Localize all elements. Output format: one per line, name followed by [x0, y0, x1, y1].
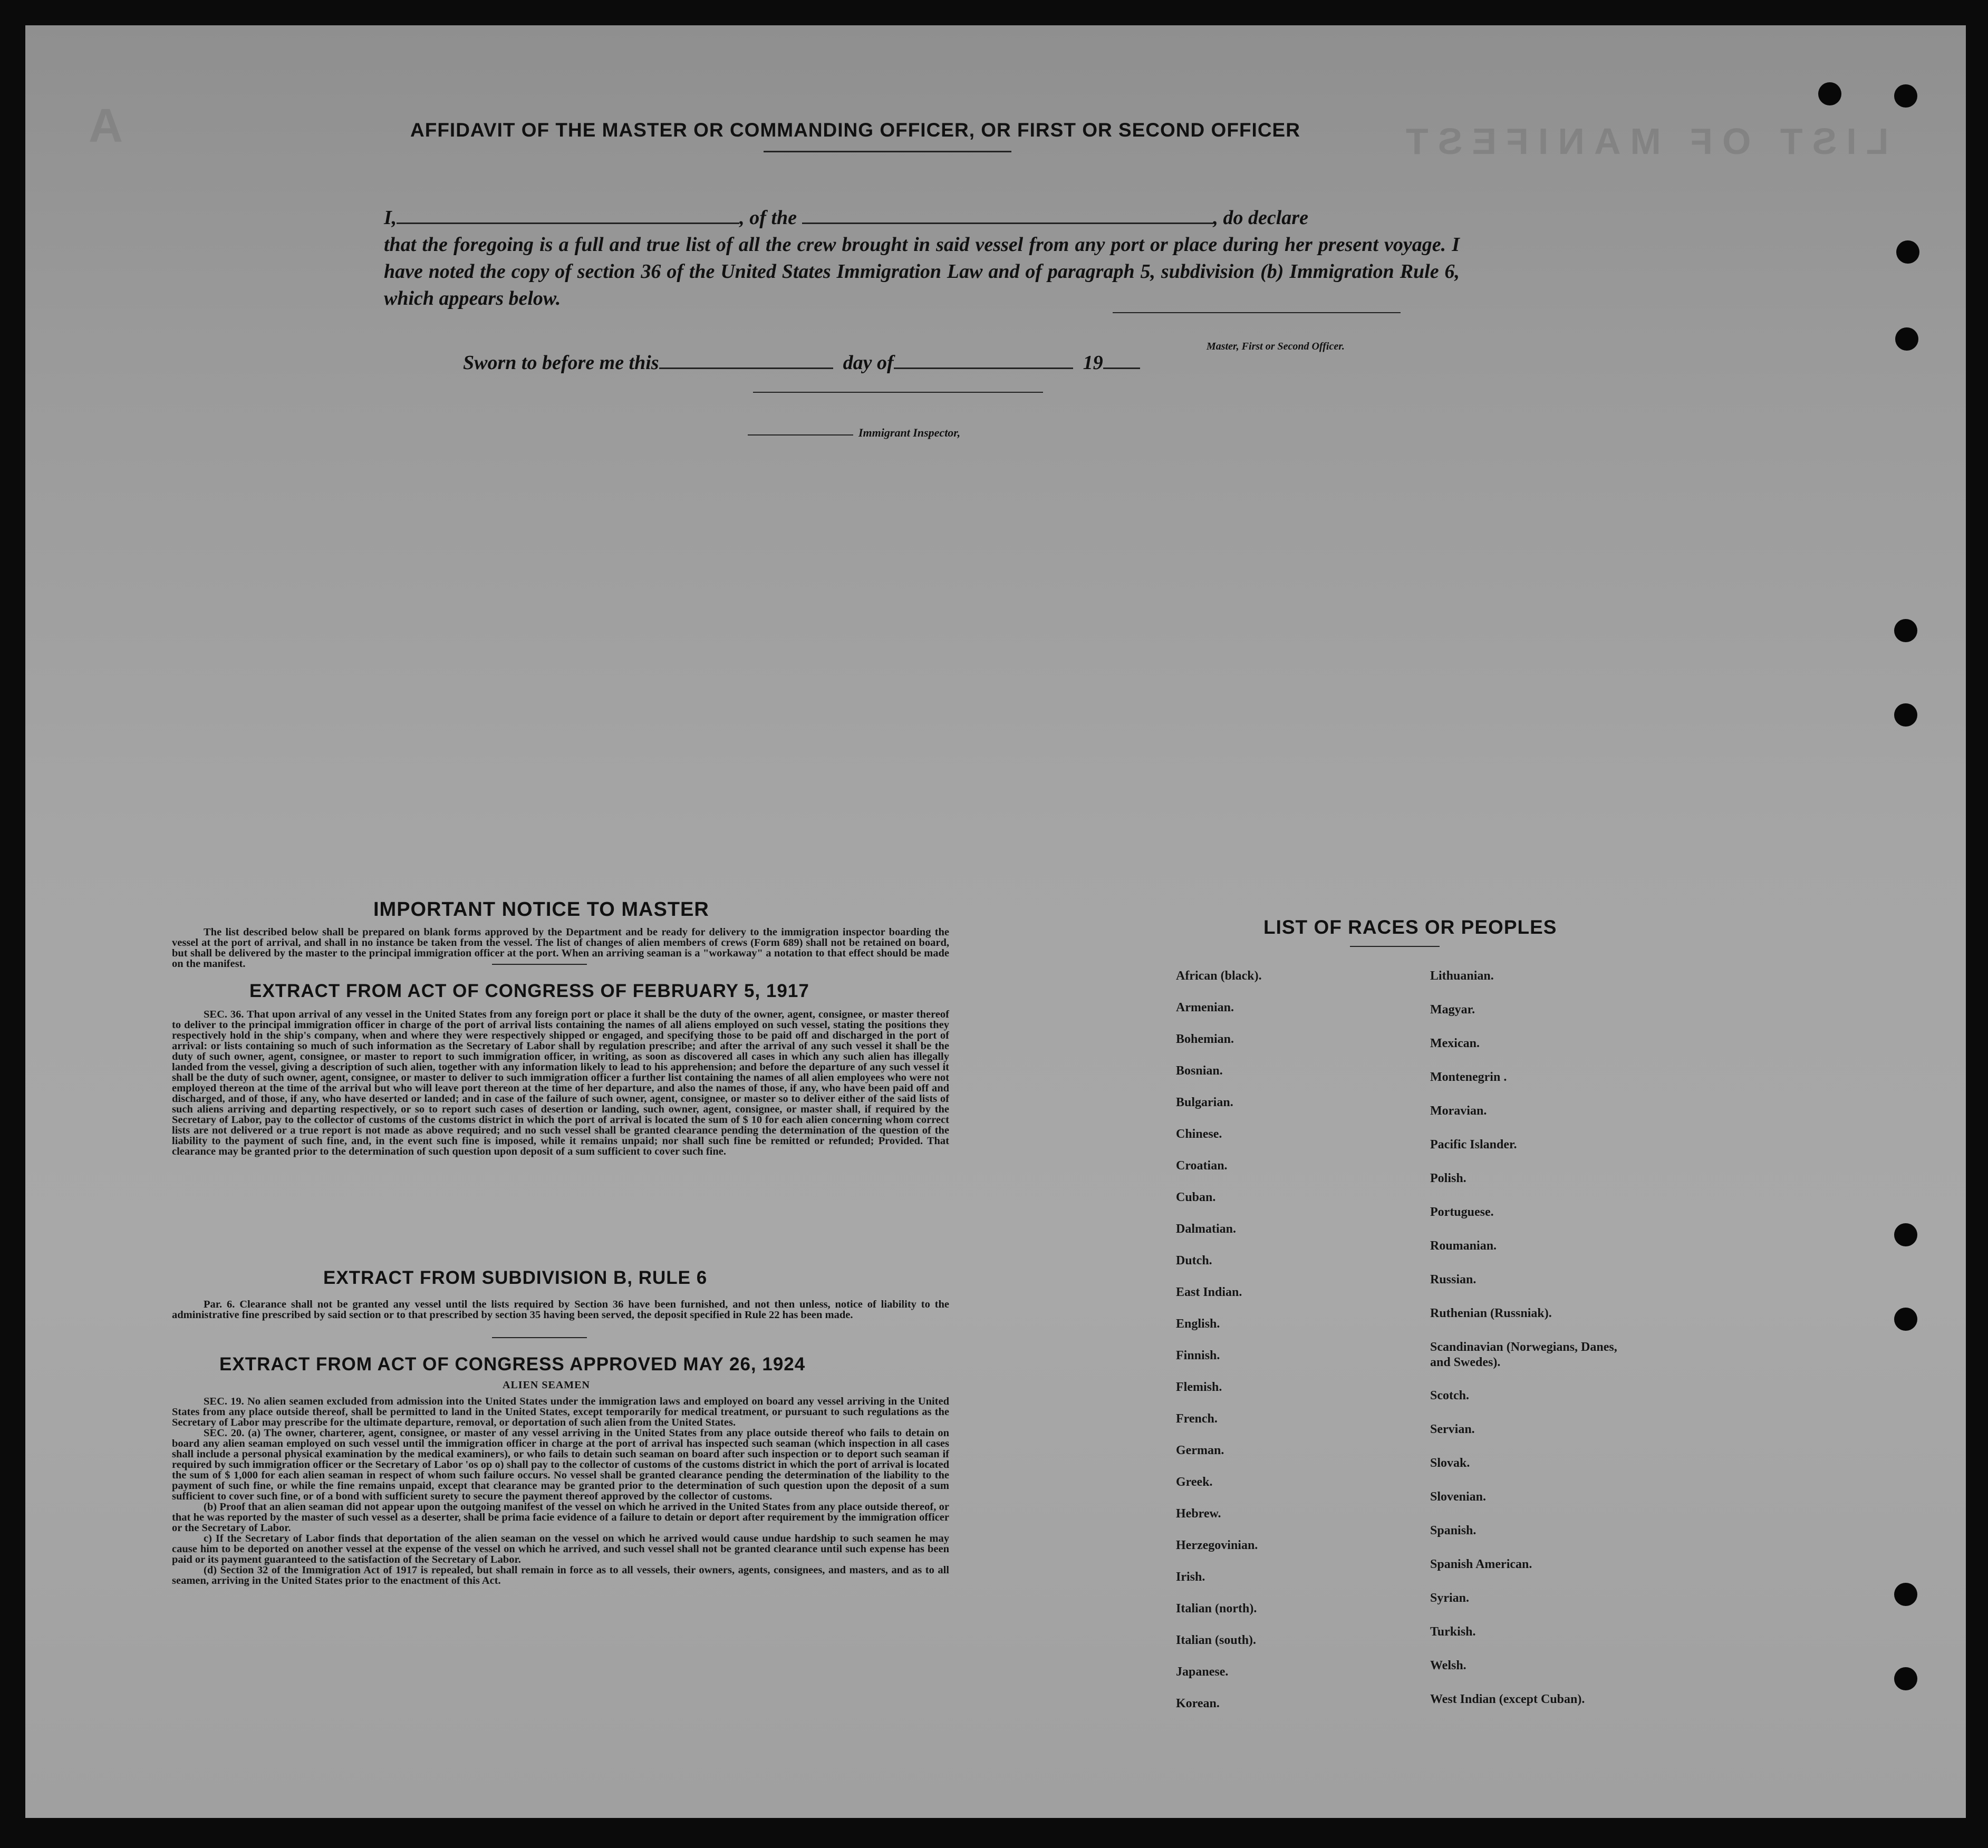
race-item: Magyar. [1430, 1003, 1475, 1017]
race-item: Russian. [1430, 1273, 1476, 1286]
declaration-i: I, [384, 207, 397, 229]
declaration-of-the: , of the [739, 207, 797, 229]
notice-title: IMPORTANT NOTICE TO MASTER [373, 898, 709, 921]
inspector-caption: Immigrant Inspector, [858, 426, 961, 439]
race-item: Servian. [1430, 1423, 1475, 1436]
sworn-year: 19 [1083, 352, 1103, 374]
extract-rule6-title: EXTRACT FROM SUBDIVISION B, RULE 6 [323, 1268, 708, 1288]
race-item: East Indian. [1176, 1285, 1242, 1299]
sworn-line [463, 351, 1140, 374]
race-item: Herzegovinian. [1176, 1539, 1258, 1552]
race-item: English. [1176, 1317, 1220, 1331]
inspector-signature-line[interactable] [753, 392, 1043, 393]
sworn-year-blank[interactable] [1103, 352, 1140, 369]
declaration-body: that the foregoing is a full and true list of all the crew brought in said vessel from any port or place during her present voyage. I have noted the copy of section 36 of the United States Immigration Law and of paragraph 5, subdivision (b) Immigration Rule 6, which appears below. [384, 234, 1460, 309]
declaration-do-declare: , do declare [1213, 207, 1308, 229]
sworn-month-blank[interactable] [894, 352, 1073, 369]
sworn-text: Sworn to before me this [463, 352, 659, 374]
binder-hole [1894, 1308, 1917, 1331]
extract-rule6-paragraph: Par. 6. Clearance shall not be granted any vessel until the lists required by Section 36 have been furnished, and not then unless, notice of liability to the administrative fine prescribed by said section or to that prescribed by section 35 having been served, the deposit specified in Rule 22 has been made. [172, 1299, 949, 1321]
extract-1924-title: EXTRACT FROM ACT OF CONGRESS APPROVED MAY 26, 1924 [219, 1354, 806, 1375]
signature-line[interactable] [1113, 312, 1401, 313]
race-item: Italian (north). [1176, 1602, 1257, 1615]
race-item: Mexican. [1430, 1037, 1480, 1050]
extract-1917-title: EXTRACT FROM ACT OF CONGRESS OF FEBRUARY 5, 1917 [249, 981, 809, 1001]
race-item: Spanish American. [1430, 1557, 1532, 1571]
binder-hole [1818, 82, 1841, 105]
race-item: Welsh. [1430, 1659, 1466, 1672]
title-underline [764, 151, 1011, 152]
race-item: Cuban. [1176, 1191, 1216, 1204]
race-item: Finnish. [1176, 1349, 1220, 1362]
extract-rule6-text [172, 1299, 949, 1320]
race-item: Slovenian. [1430, 1490, 1487, 1504]
binder-hole [1894, 1583, 1917, 1606]
name-blank[interactable] [397, 207, 739, 224]
race-item: Lithuanian. [1430, 969, 1494, 983]
binder-hole [1894, 619, 1917, 642]
race-item: Irish. [1176, 1570, 1205, 1584]
race-item: Chinese. [1176, 1127, 1222, 1141]
divider [492, 1337, 587, 1338]
race-item: French. [1176, 1412, 1218, 1426]
race-item: Dutch. [1176, 1254, 1212, 1268]
race-item: Greek. [1176, 1475, 1213, 1489]
race-item: African (black). [1176, 969, 1262, 983]
race-item: Spanish. [1430, 1524, 1476, 1537]
race-item: West Indian (except Cuban). [1430, 1692, 1585, 1706]
race-item: Korean. [1176, 1697, 1220, 1710]
binder-hole [1894, 84, 1917, 108]
sworn-day-of: day of [843, 352, 894, 374]
race-item: Pacific Islander. [1430, 1138, 1517, 1152]
race-item: Roumanian. [1430, 1239, 1497, 1253]
race-item: German. [1176, 1444, 1224, 1457]
extract-1917-text [172, 1009, 949, 1157]
races-title: LIST OF RACES OR PEOPLES [1263, 916, 1557, 938]
affidavit-title: AFFIDAVIT OF THE MASTER OR COMMANDING OFFICER, OR FIRST OR SECOND OFFICER [410, 119, 1300, 141]
extract-1924-paragraph: c) If the Secretary of Labor finds that deportation of the alien seaman on the vessel on which he arrived would cause undue hardship to such seamen he may cause him to be deported on another vessel at the expense of the vessel on which he arrived, and such vessel shall not be granted clearance until such expense has been paid or its payment guaranteed to the satisfaction of the Secretary of Labor. [172, 1533, 949, 1565]
affidavit-declaration [384, 205, 1460, 312]
race-item: Turkish. [1430, 1625, 1476, 1639]
extract-1924-paragraph: SEC. 19. No alien seamen excluded from admission into the United States under the immigration laws and employed on board any vessel arriving in the United States from any place outside thereof, shall be permitted to land in the United States, except temporarily for medical treatment, or pursuant to such regulations as the Secretary of Labor may prescribe for the ultimate departure, removal, or deportation of such alien from the United States. [172, 1396, 949, 1428]
race-item: Syrian. [1430, 1591, 1470, 1605]
race-item: Bosnian. [1176, 1064, 1223, 1078]
race-item: Slovak. [1430, 1456, 1470, 1470]
notice-text [172, 927, 949, 969]
binder-hole [1895, 327, 1918, 351]
race-item: Montenegrin . [1430, 1070, 1507, 1084]
vessel-blank[interactable] [802, 207, 1213, 224]
binder-hole [1894, 1667, 1917, 1690]
race-item: Dalmatian. [1176, 1222, 1236, 1236]
bleed-through-text: LIST OF MANIFEST [1396, 121, 1889, 162]
sworn-date-blank[interactable] [659, 352, 833, 369]
race-item: Croatian. [1176, 1159, 1228, 1173]
extract-1924-text [172, 1396, 949, 1586]
races-underline [1350, 946, 1440, 947]
form-sheet [25, 25, 1966, 1818]
race-item: Portuguese. [1430, 1205, 1494, 1219]
extract-1924-paragraph: (d) Section 32 of the Immigration Act of 1917 is repealed, but shall remain in force as to all vessels, their owners, agents, consignees, and masters, and as to all seamen, arriving in the United States prior to the enactment of this Act. [172, 1564, 949, 1586]
race-item: Scandinavian (Norwegians, Danes, and Swedes). [1430, 1340, 1617, 1369]
race-item: Polish. [1430, 1172, 1466, 1185]
declaration-first-line [384, 205, 1460, 231]
race-item: Armenian. [1176, 1001, 1234, 1014]
divider [492, 964, 587, 965]
race-item: Flemish. [1176, 1380, 1222, 1394]
signature-caption: Master, First or Second Officer. [1207, 341, 1345, 352]
bleed-through-mark: A [89, 100, 123, 152]
race-item: Ruthenian (Russniak). [1430, 1307, 1552, 1320]
extract-1917-paragraph: SEC. 36. That upon arrival of any vessel in the United States from any foreign port or place it shall be the duty of the owner, agent, consignee, or master thereof to deliver to the principal immigration officer in charge of the port of arrival lists containing the names of all aliens employed on such vessel, stating the positions they respectively hold in the ship's company, when and where they were respectively shipped or engaged, and specifying those to be paid off and discharged in the port of arrival: or lists containing so much of such information as the Secretary of Labor shall by regulation prescribe; and after the arrival of any such vessel it shall be the duty of such owner, agent, consignee, or master to report to such immigration officer, in writing, as soon as discovered all cases in which any such alien has illegally landed from the vessel, giving a description of such alien, together with any information likely to lead to his apprehension; and before the departure of any such vessel it shall be the duty of such owner, agent, consignee, or master to deliver to such immigration officer a further list containing the names of all alien employees who were not employed thereon at the time of the arrival but who will leave port thereon at the time of her departure, and also the names of those, if any, who have been paid off and discharged, and of those, if any, who have deserted or landed; and in case of the failure of such owner, agent, consignee, or master so to deliver either of the said lists of such aliens arriving and departing respectively, or so to report such cases of desertion or landing, such owner, agent, consignee, or master shall, if required by the Secretary of Labor, pay to the collector of customs of the customs district in which the port of arrival is located the sum of $ 10 for each alien concerning whom correct lists are not delivered or a true report is not made as above required; and no such vessel shall be granted clearance pending the determination of the question of the liability to the payment of such fine, and, in the event such fine is imposed, while it remains unpaid; nor shall such fine be remitted or refunded; Provided. That clearance may be granted prior to the determination of such question upon deposit of a sum sufficient to cover such fine. [172, 1009, 949, 1157]
race-item: Bohemian. [1176, 1032, 1234, 1046]
notice-paragraph: The list described below shall be prepared on blank forms approved by the Department and be ready for delivery to the immigration inspector boarding the vessel at the port of arrival, and shall in no instance be taken from the vessel. The list of changes of alien members of crews (Form 689) shall not be retained on board, but shall be delivered by the master to the principal immigration officer at the port. When an arriving seaman is a "workaway" a notation to that effect should be made on the manifest. [172, 926, 949, 970]
extract-1924-subtitle: ALIEN SEAMEN [503, 1379, 590, 1391]
extract-1924-paragraph: SEC. 20. (a) The owner, charterer, agent, consignee, or master of any vessel arriving in the United States from any place outside thereof who fails to detain on board any alien seaman employed on such vessel until the immigration officer in charge at the port of arrival has inspected such seaman (which inspection in all cases shall include a personal physical examination by the medical examiners), or who fails to detain such seaman on board after such inspection or to deport such seaman if required by such immigration officer or the Secretary of Labor 'os op o) shall pay to the collector of customs of the customs district in which the port of arrival is located the sum of $ 1,000 for each alien seaman in respect of whom such failure occurs. No vessel shall be granted clearance pending the determination of the liability to the payment of such fine, or while the fine remains unpaid, except that clearance may be granted prior to the determination of such question upon the deposit of a sum sufficient to cover such fine, or of a bond with sufficient surety to secure the payment thereof approved by the collector of customs. [172, 1427, 949, 1502]
binder-hole [1896, 240, 1919, 264]
race-item: Italian (south). [1176, 1633, 1257, 1647]
extract-1924-paragraph: (b) Proof that an alien seaman did not appear upon the outgoing manifest of the vessel on which he arrived in the United States from any place outside thereof, or that he was reported by the master of such vessel as a deserter, shall be prima facie evidence of a failure to detain or deport after requirement by the immigration officer or the Secretary of Labor. [172, 1501, 949, 1534]
inspector-caption-line [748, 434, 853, 436]
race-item: Japanese. [1176, 1665, 1229, 1679]
race-item: Hebrew. [1176, 1507, 1221, 1521]
binder-hole [1894, 703, 1917, 727]
binder-hole [1894, 1223, 1917, 1246]
race-item: Bulgarian. [1176, 1096, 1233, 1109]
race-item: Scotch. [1430, 1389, 1469, 1402]
race-item: Moravian. [1430, 1104, 1487, 1118]
